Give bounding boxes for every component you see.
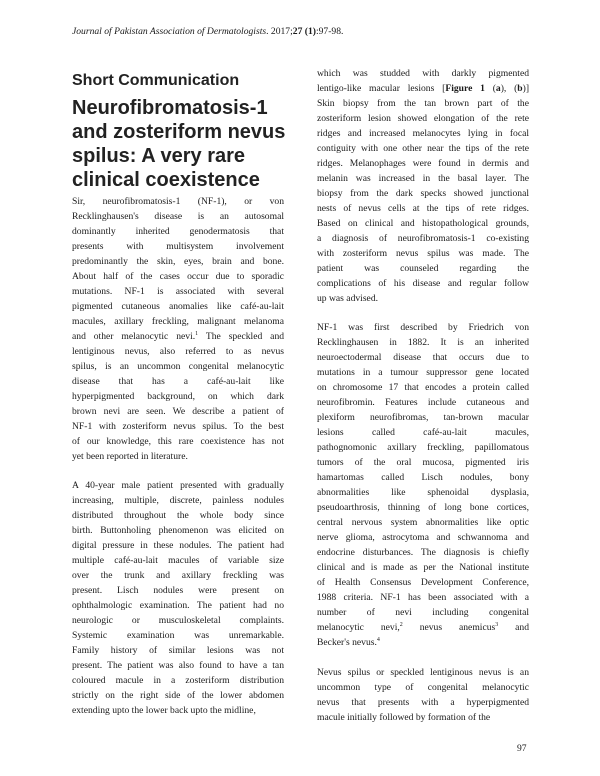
text-line: a diagnosis of neurofibromatosis-1 co-existing — [317, 233, 529, 244]
text-line: increasing, multiple, discrete, painless nodules — [72, 495, 284, 506]
text-line: present. The patient was also found to have a tan — [72, 660, 284, 671]
text-line: number of nevi including congenital — [317, 607, 529, 618]
text-line: Becker's nevus.$^4$ — [317, 637, 380, 648]
text-line: neurologic or musculoskeletal complaints. — [72, 615, 284, 626]
text-line: zosteriform lesion showed elongation of the rete — [317, 113, 529, 124]
text-line: endocrine disturbances. The diagnosis is chiefly — [317, 547, 529, 558]
text-line: 1988 criteria. NF-1 has been associated with a — [317, 592, 529, 603]
text-line: pigmented cutaneous anomalies like café-au-lait — [72, 301, 284, 312]
text-line: tumors of the oral mucosa, pigmented iris — [317, 457, 529, 468]
text-line: neuroectodermal disease that occurs due to — [317, 352, 529, 363]
text-line: NF-1 with zosteriform nevus spilus. To the best — [72, 421, 284, 432]
section-label: Short Communication — [72, 72, 240, 89]
text-line: About half of the cases occur due to sporadic — [72, 271, 284, 282]
text-line: Recklinghausen in 1882. It is an inherited — [317, 337, 529, 348]
title-line: clinical coexistence — [72, 169, 260, 191]
text-line: nevus that presents with a hyperpigmented — [317, 697, 529, 708]
text-line: disease that has a café-au-lait like — [72, 376, 284, 387]
journal-year: . 2017; — [266, 26, 293, 37]
text-line: contiguity with one other near the tips of the rete — [317, 143, 529, 154]
text-line: nests of nevus cells at the tips of rete ridges. — [317, 203, 529, 214]
text-line: which was studded with darkly pigmented — [317, 68, 529, 79]
text-line: hamartomas called Lisch nodules, bony — [317, 472, 529, 483]
text-line: on chromosome 17 that encodes a protein called — [317, 382, 529, 393]
text-line: macules, axillary freckling, malignant melanoma — [72, 316, 284, 327]
text-line: lentiginous nevus, also referred to as nevus — [72, 346, 284, 357]
text-line: birth. Buttonholing phenomenon was elicited on — [72, 525, 284, 536]
journal-volume: 27 — [292, 26, 303, 37]
text-line: uncommon type of congenital melanocytic — [317, 682, 529, 693]
article-title — [72, 96, 302, 192]
text-line: plexiform neurofibromas, tan-brown macular — [317, 412, 529, 423]
text-line: A 40-year male patient presented with gradually — [72, 480, 284, 491]
right-paragraph-3 — [317, 665, 529, 725]
text-line: spilus, is an uncommon congenital melanocytic — [72, 361, 284, 372]
text-line: mutations in a tumour suppressor gene located — [317, 367, 529, 378]
text-line: melanocytic nevi,$^2$ nevus anemicus$^3$ and — [317, 622, 530, 633]
text-line: Sir, neurofibromatosis-1 (NF-1), or von — [72, 196, 284, 207]
text-line: ophthalmologic examination. The patient had no — [72, 600, 284, 611]
text-line: present. Lisch nodules were present on — [72, 585, 284, 596]
text-line: clinical and is made as per the National institute — [317, 562, 529, 573]
journal-issue: (1) — [302, 26, 316, 37]
left-paragraph-2 — [72, 478, 284, 718]
journal-citation — [72, 26, 343, 37]
title-line: and zosteriform nevus — [72, 121, 286, 143]
text-line: abnormalities like sphenoidal dysplasia, — [317, 487, 529, 498]
text-line: ridges and increased melanocytes lying in focal — [317, 128, 529, 139]
title-line: Neurofibromatosis-1 — [72, 97, 268, 119]
text-line: pathognomonic axillary freckling, papillomatous — [317, 442, 529, 453]
text-line: lesions called café-au-lait macules, — [317, 427, 529, 438]
right-paragraph-2 — [317, 320, 529, 650]
text-line: predominantly the skin, eyes, brain and bone. — [72, 256, 284, 267]
left-paragraph-1 — [72, 194, 284, 464]
text-line: coloured macule in a zosteriform distribution — [72, 675, 284, 686]
text-line: extending upto the lower back upto the midline, — [72, 705, 256, 716]
text-line: of Health Consensus Development Conference, — [317, 577, 529, 588]
text-line: up was advised. — [317, 293, 379, 304]
text-line: distributed throughout the whole body since — [72, 510, 284, 521]
text-line: yet been reported in literature. — [72, 451, 188, 462]
text-line: complications of his disease and regular follow — [317, 278, 529, 289]
text-line: Nevus spilus or speckled lentiginous nevus is an — [317, 667, 529, 678]
text-line: Skin biopsy from the tan brown part of the — [317, 98, 529, 109]
title-line: spilus: A very rare — [72, 145, 246, 167]
text-line: brown nevi are seen. We describe a patient of — [72, 406, 284, 417]
text-line: strictly on the right side of the lower abdomen — [72, 690, 284, 701]
journal-pages: :97-98. — [315, 26, 344, 37]
text-line: ridges. Melanophages were found in dermis and — [317, 158, 529, 169]
text-line: Recklinghausen's disease is an autosomal — [72, 211, 284, 222]
journal-name: Journal of Pakistan Association of Dermatologists — [72, 26, 267, 37]
text-line: central nervous system abnormalities like optic — [317, 517, 529, 528]
text-line: NF-1 was first described by Friedrich von — [317, 322, 529, 333]
text-line: macule initially followed by formation of the — [317, 712, 491, 723]
text-line: nerve glioma, astrocytoma and schwannoma and — [317, 532, 529, 543]
text-line: patient was counseled regarding the — [317, 263, 529, 274]
text-line: with zosteriform nevus spilus was made. The — [317, 248, 529, 259]
text-line: hyperpigmented background, on which dark — [72, 391, 284, 402]
text-line: presents with multisystem involvement — [72, 241, 284, 252]
text-line: Family history of similar lesions was not — [72, 645, 284, 656]
text-line: Based on clinical and histopathological grounds, — [317, 218, 529, 229]
text-line: biopsy from the dark specks showed junctional — [317, 188, 529, 199]
text-line: melanin was increased in the basal layer. The — [317, 173, 529, 184]
right-paragraph-1 — [317, 66, 529, 306]
text-line: neurofibromin. Features include cutaneous and — [317, 397, 529, 408]
text-line: multiple café-au-lait macules of variable size — [72, 555, 284, 566]
text-line: Systemic examination was unremarkable. — [72, 630, 284, 641]
text-line: and other melanocytic nevi.$^1$ The speckled and — [72, 331, 285, 342]
text-line: of our knowledge, this rare coexistence has not — [72, 436, 284, 447]
text-line: digital pressure in these nodules. The patient had — [72, 540, 284, 551]
page-number: 97 — [517, 743, 527, 754]
text-line: dominantly inherited genodermatosis that — [72, 226, 284, 237]
text-line: over the trunk and axillary freckling was — [72, 570, 284, 581]
text-line: mutations. NF-1 is associated with several — [72, 286, 284, 297]
text-line: lentigo-like macular lesions [Figure 1 (a), (b)] — [317, 83, 530, 94]
text-line: pseudoarthrosis, thinning of long bone cortices, — [317, 502, 529, 513]
